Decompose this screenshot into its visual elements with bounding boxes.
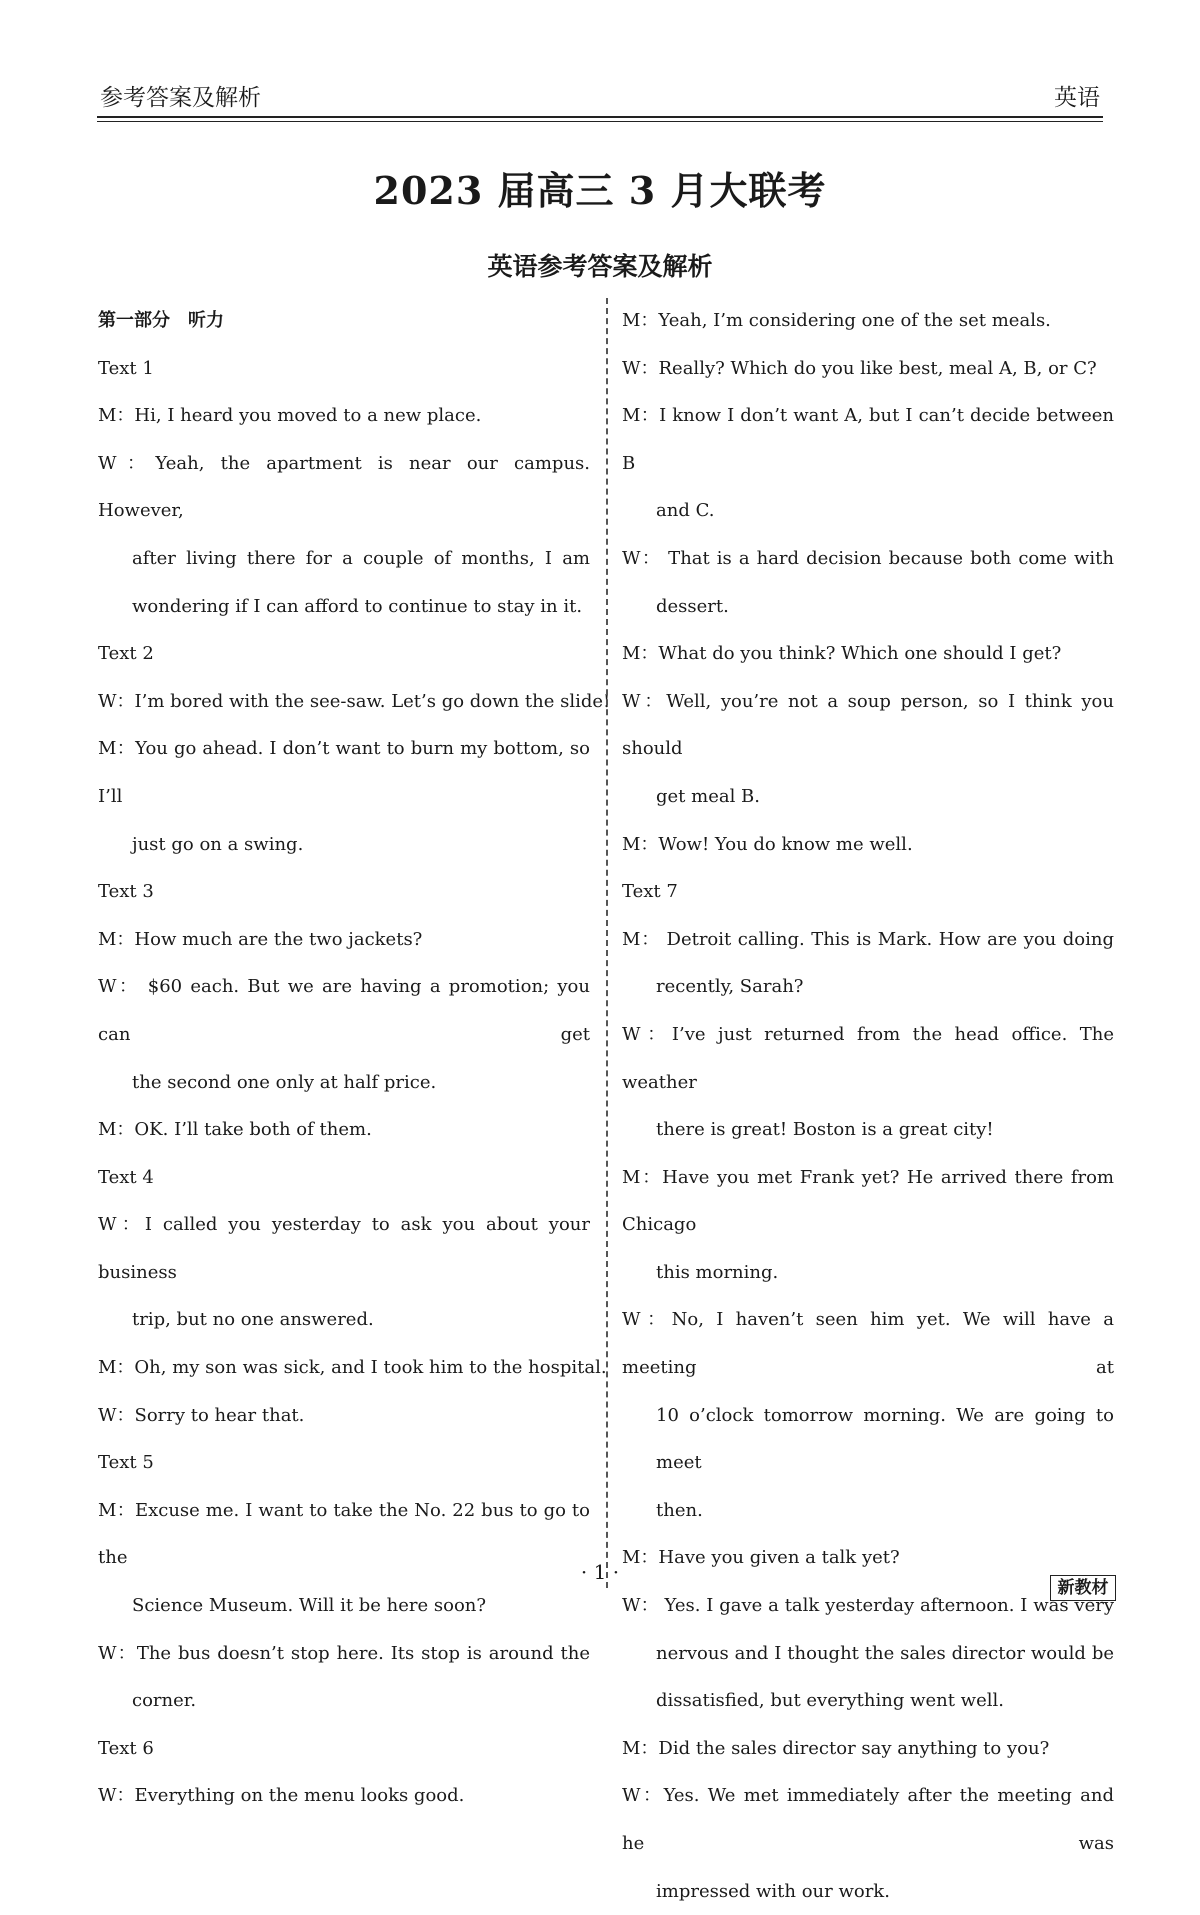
dialogue-line: then.: [656, 1499, 703, 1521]
dialogue-line: M：Hi, I heard you moved to a new place.: [98, 405, 482, 427]
dialogue-turn: [622, 916, 1114, 1011]
dialogue-line: dissatisfied, but everything went well.: [656, 1690, 1004, 1712]
dialogue-line: Science Museum. Will it be here soon?: [132, 1595, 487, 1617]
right-column: [622, 297, 1114, 1915]
dialogue-line: W：Everything on the menu looks good.: [98, 1785, 465, 1807]
text-label: Text 3: [98, 881, 154, 903]
dialogue-line: this morning.: [656, 1261, 779, 1283]
dialogue-turn: [622, 1582, 1114, 1725]
dialogue-line: W：Yes. We met immediately after the meeting and he was: [622, 1785, 1114, 1854]
dialogue-line: W：Yeah, the apartment is near our campus. However,: [98, 452, 590, 522]
section-heading: [98, 297, 590, 345]
dialogue-turn: [98, 1487, 590, 1630]
dialogue-turn: [622, 535, 1114, 630]
dialogue-line: nervous and I thought the sales director would be: [656, 1642, 1114, 1664]
header-left: 参考答案及解析: [100, 85, 261, 111]
dialogue-line: impressed with our work.: [656, 1880, 890, 1902]
dialogue-line: M：Yeah, I’m considering one of the set meals.: [622, 310, 1051, 331]
dialogue-line: corner.: [132, 1690, 197, 1712]
dialogue-turn: [98, 1630, 590, 1725]
dialogue-line: M：Have you met Frank yet? He arrived there from Chicago: [622, 1166, 1114, 1236]
dialogue-line: after living there for a couple of months, I am: [132, 547, 590, 569]
dialogue-line: just go on a swing.: [132, 833, 304, 855]
text-label: Text 7: [622, 881, 678, 903]
dialogue-turn: [622, 1296, 1114, 1534]
dialogue-line: M：Oh, my son was sick, and I took him to the hospital.: [98, 1357, 607, 1379]
dialogue-turn: [98, 963, 590, 1106]
dialogue-turn: [622, 1011, 1114, 1154]
text-label: Text 2: [98, 643, 154, 665]
dialogue-line: M：Have you given a talk yet?: [622, 1547, 900, 1569]
dialogue-line: M： Detroit calling. This is Mark. How are you doing: [622, 928, 1114, 950]
page-header: [100, 78, 1100, 112]
dialogue-turn: [98, 725, 590, 868]
page-title: 2023 届高三 3 月大联考: [373, 168, 827, 213]
dialogue-line: M：OK. I’ll take both of them.: [98, 1119, 372, 1141]
dialogue-line: there is great! Boston is a great city!: [656, 1119, 994, 1141]
section-name: 听力: [188, 310, 224, 331]
dialogue-line: get meal B.: [656, 785, 761, 807]
dialogue-line: W： That is a hard decision because both come with: [622, 547, 1114, 569]
dialogue-line: trip, but no one answered.: [132, 1309, 374, 1331]
dialogue-line: W：The bus doesn’t stop here. Its stop is around the: [98, 1642, 590, 1664]
dialogue-turn: [622, 678, 1114, 821]
section-part: 第一部分: [98, 310, 170, 331]
dialogue-line: and C.: [656, 500, 715, 522]
dialogue-line: W：I called you yesterday to ask you about your business: [98, 1214, 590, 1283]
header-rule-thin: [97, 121, 1103, 122]
text-label: Text 1: [98, 357, 154, 379]
dialogue-line: W：No, I haven’t seen him yet. We will have a meeting at: [622, 1309, 1114, 1379]
header-rule-thick: [97, 116, 1103, 118]
dialogue-line: W： $60 each. But we are having a promotion; you can get: [98, 976, 590, 1045]
dialogue-turn: [622, 1772, 1114, 1915]
text-label: Text 4: [98, 1166, 154, 1188]
dialogue-line: M：Wow! You do know me well.: [622, 833, 913, 855]
dialogue-turn: [622, 392, 1114, 535]
dialogue-turn: [98, 440, 590, 630]
dialogue-line: dessert.: [656, 595, 729, 617]
dialogue-line: W：Sorry to hear that.: [98, 1404, 305, 1426]
dialogue-line: recently, Sarah?: [656, 976, 804, 998]
dialogue-line: wondering if I can afford to continue to stay in it.: [132, 595, 583, 617]
page-subtitle: 英语参考答案及解析: [487, 252, 713, 281]
text-label: Text 6: [98, 1737, 154, 1759]
column-divider: [606, 298, 608, 1588]
header-subject: 英语: [1054, 85, 1100, 111]
new-textbook-badge: 新教材: [1050, 1575, 1116, 1601]
dialogue-line: W：Well, you’re not a soup person, so I think you should: [622, 690, 1114, 760]
dialogue-turn: [98, 1201, 590, 1344]
dialogue-line: M：How much are the two jackets?: [98, 928, 423, 950]
dialogue-turn: [622, 1154, 1114, 1297]
text-label: Text 5: [98, 1452, 154, 1474]
page-number: · 1 ·: [580, 1560, 620, 1584]
dialogue-line: M：You go ahead. I don’t want to burn my bottom, so I’ll: [98, 738, 590, 807]
dialogue-line: W：I’m bored with the see-saw. Let’s go down the slide!: [98, 690, 611, 712]
dialogue-line: the second one only at half price.: [132, 1071, 437, 1093]
dialogue-line: M：Did the sales director say anything to you?: [622, 1737, 1050, 1759]
dialogue-line: W： Yes. I gave a talk yesterday afternoon. I was very: [622, 1595, 1114, 1617]
left-column: [98, 297, 611, 1820]
dialogue-line: W：Really? Which do you like best, meal A, B, or C?: [622, 357, 1097, 379]
dialogue-line: W：I’ve just returned from the head office. The weather: [622, 1023, 1114, 1093]
dialogue-line: M：Excuse me. I want to take the No. 22 bus to go to the: [98, 1499, 590, 1569]
dialogue-line: 10 o’clock tomorrow morning. We are going to meet: [656, 1404, 1114, 1474]
dialogue-line: M：I know I don’t want A, but I can’t decide between B: [622, 405, 1114, 474]
dialogue-line: M：What do you think? Which one should I get?: [622, 643, 1062, 665]
